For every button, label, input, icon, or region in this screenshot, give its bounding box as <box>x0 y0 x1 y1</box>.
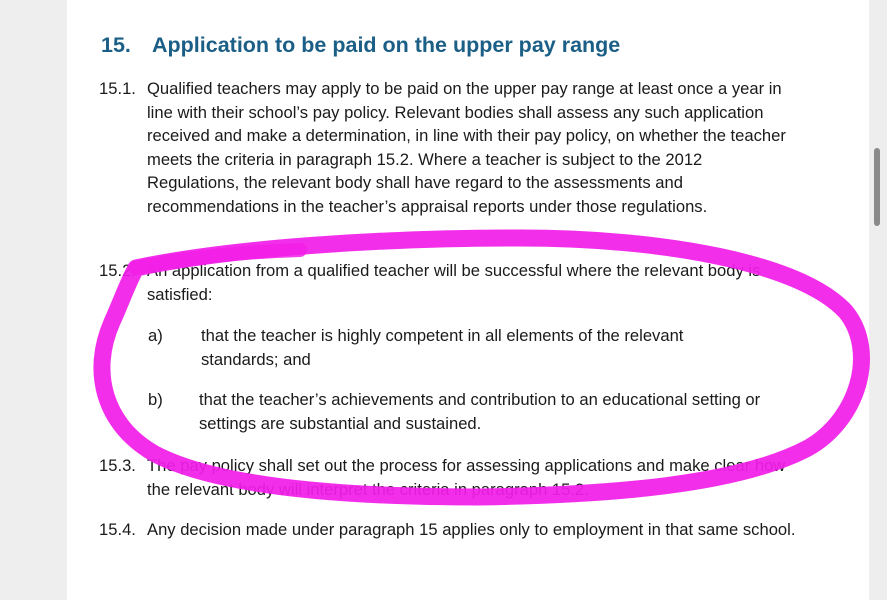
paragraph-text: An application from a qualified teacher will be successful where the relevant body is satisfied: <box>147 261 761 304</box>
paragraph-number: 15.2. <box>99 261 136 280</box>
paragraph-text: Any decision made under paragraph 15 applies only to employment in that same school. <box>147 520 796 539</box>
paragraph-number: 15.3. <box>99 456 136 475</box>
criterion-b <box>148 388 788 435</box>
section-heading <box>101 33 620 58</box>
paragraph-15-4 <box>99 518 799 542</box>
section-number: 15. <box>101 33 131 57</box>
paragraph-number: 15.4. <box>99 520 136 539</box>
criterion-label: a) <box>148 326 163 345</box>
vertical-scrollbar[interactable] <box>874 148 880 226</box>
criterion-a <box>148 324 788 371</box>
section-title: Application to be paid on the upper pay range <box>152 33 621 57</box>
criterion-text: that the teacher is highly competent in all elements of the relevant standards; and <box>201 326 684 369</box>
paragraph-text: The pay policy shall set out the process for assessing applications and make clear how the relevant body will interpret the criteria in paragraph 15.2. <box>147 456 786 499</box>
paragraph-15-2 <box>99 259 799 306</box>
criterion-label: b) <box>148 390 163 409</box>
paragraph-15-1 <box>99 77 799 218</box>
paragraph-15-3 <box>99 454 799 501</box>
paragraph-text: Qualified teachers may apply to be paid on the upper pay range at least once a year in line with their school’s pay policy. Relevant bodies shall assess any such application received and make a determination, in line with their pay policy, on whether the teacher meets the criteria in paragraph 15.2. Where a teacher is subject to the 2012 Regulations, the relevant body shall have regard to the assessments and recommendations in the teacher’s appraisal reports under those regulations. <box>147 79 786 216</box>
document-page <box>67 0 869 600</box>
criterion-text: that the teacher’s achievements and contribution to an educational setting or settings are substantial and sustained. <box>199 390 761 433</box>
paragraph-number: 15.1. <box>99 79 136 98</box>
